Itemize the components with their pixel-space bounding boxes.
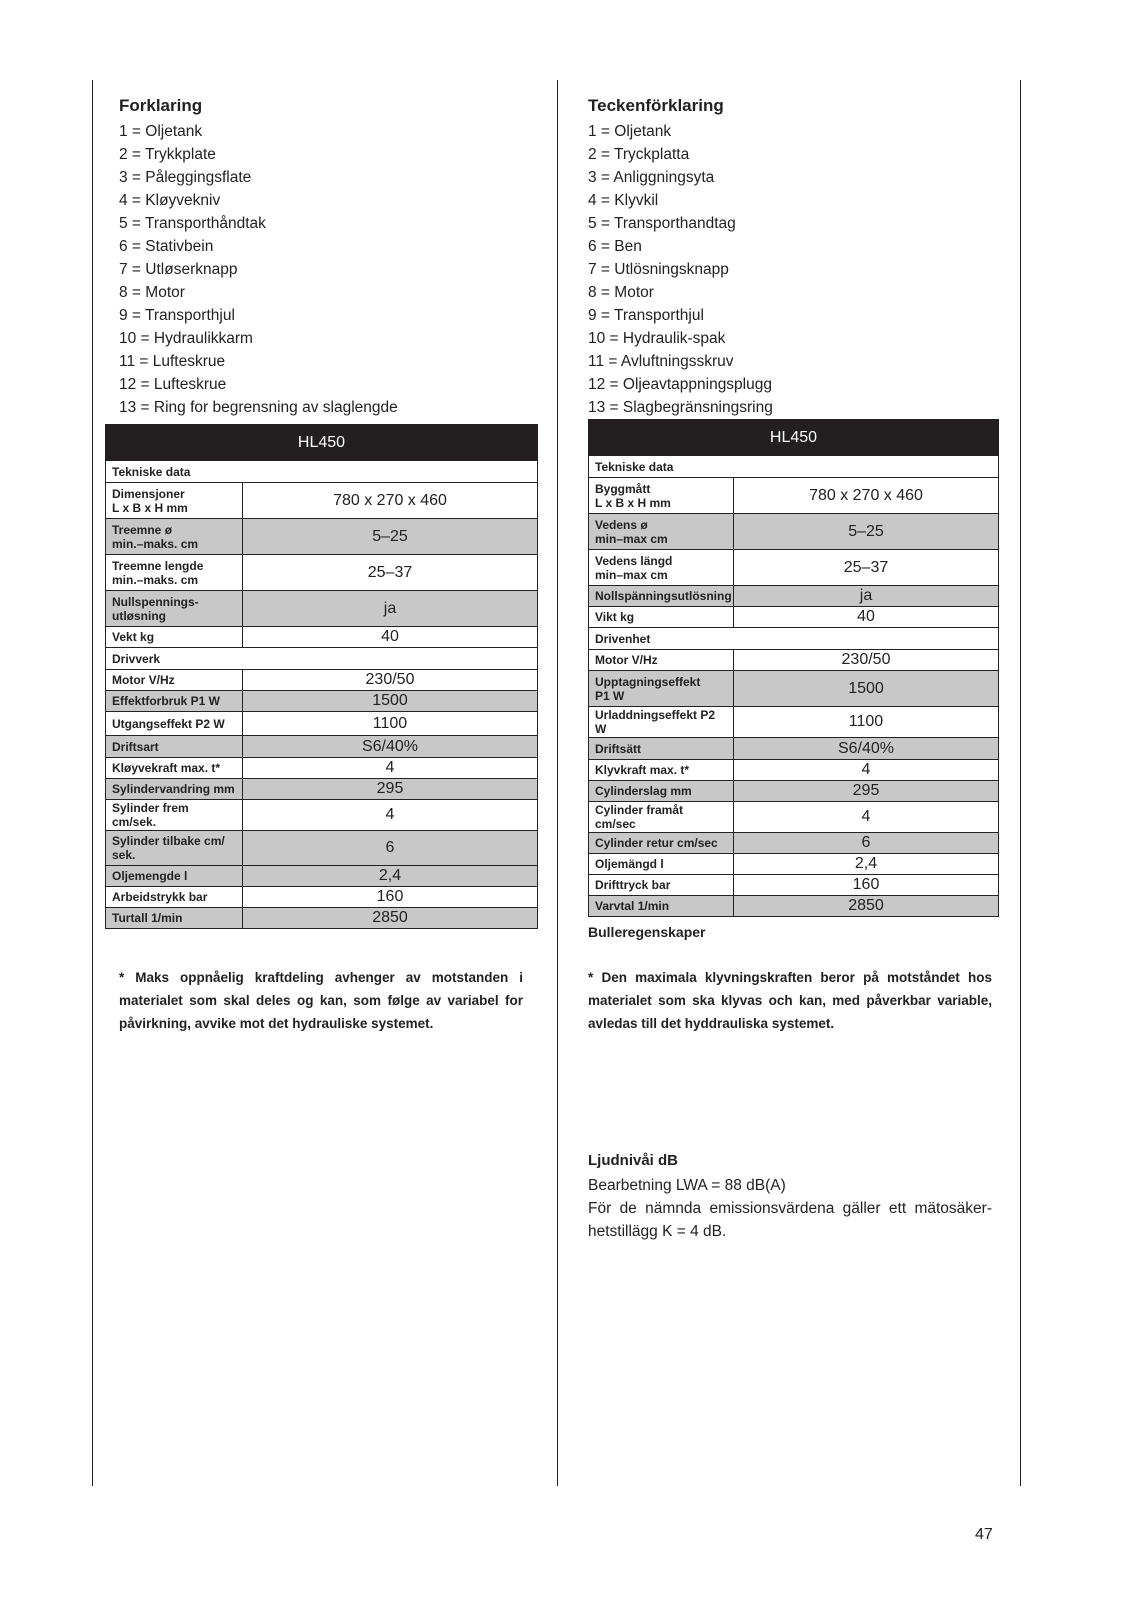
spec-label: Cylinder framåt cm/sec (589, 802, 734, 833)
spec-label: Klyvkraft max. t* (589, 760, 734, 781)
table-section-row (589, 456, 999, 478)
legend-item: 7 = Utløserknapp (119, 261, 238, 278)
table-row (106, 555, 538, 591)
spec-label: Vedens ø min–max cm (589, 514, 734, 550)
table-model-header: HL450 (589, 420, 999, 456)
legend-item: 5 = Transporthandtag (588, 215, 736, 232)
legend-list (588, 120, 994, 419)
legend-item: 6 = Stativbein (119, 238, 214, 255)
spec-value: 4 (243, 800, 538, 831)
spec-label: Arbeidstrykk bar (106, 887, 243, 908)
spec-value: 25–37 (734, 550, 999, 586)
spec-label: Driftsätt (589, 738, 734, 760)
legend-item: 1 = Oljetank (119, 123, 203, 140)
spec-value: 2,4 (243, 866, 538, 887)
spec-value: 1100 (734, 707, 999, 738)
spec-value: 160 (734, 875, 999, 896)
spec-label: Byggmått L x B x H mm (589, 478, 734, 514)
right-column (588, 96, 994, 419)
spec-value: 4 (734, 802, 999, 833)
spec-label: Nollspänningsutlösning (589, 586, 734, 607)
spec-value: 40 (734, 607, 999, 628)
spec-table-body (106, 461, 538, 929)
legend-item: 3 = Anliggningsyta (588, 169, 715, 186)
table-row (589, 854, 999, 875)
table-row (106, 519, 538, 555)
legend-item: 2 = Trykkplate (119, 146, 216, 163)
spec-value: S6/40% (243, 736, 538, 758)
spec-label: Treemne lengde min.–maks. cm (106, 555, 243, 591)
spec-table-body (589, 456, 999, 917)
legend-item: 5 = Transporthåndtak (119, 215, 266, 232)
table-row (106, 758, 538, 779)
spec-value: 230/50 (734, 650, 999, 671)
center-column-rule (557, 80, 558, 1486)
table-section-label: Drivverk (106, 648, 538, 670)
page-number: 47 (975, 1526, 993, 1543)
spec-label: Motor V/Hz (589, 650, 734, 671)
table-row (106, 691, 538, 712)
legend-item: 12 = Lufteskrue (119, 376, 227, 393)
left-margin-rule (92, 80, 93, 1486)
spec-value: 1100 (243, 712, 538, 736)
spec-value: 1500 (243, 691, 538, 712)
spec-value: 1500 (734, 671, 999, 707)
legend-item: 11 = Avluftningsskruv (588, 353, 734, 370)
table-row (106, 887, 538, 908)
table-section-label: Tekniske data (589, 456, 999, 478)
spec-value: 230/50 (243, 670, 538, 691)
legend-item: 9 = Transporthjul (119, 307, 235, 324)
spec-value: 6 (243, 831, 538, 866)
spec-value: 5–25 (734, 514, 999, 550)
legend-item: 3 = Påleggingsflate (119, 169, 252, 186)
spec-value: 2850 (243, 908, 538, 929)
spec-label: Motor V/Hz (106, 670, 243, 691)
table-row (589, 607, 999, 628)
noise-heading: Bulleregenskaper (588, 924, 706, 940)
spec-value: 160 (243, 887, 538, 908)
table-row (589, 586, 999, 607)
table-row (589, 671, 999, 707)
right-margin-rule (1020, 80, 1021, 1486)
table-model-header: HL450 (106, 425, 538, 461)
table-row (589, 760, 999, 781)
table-section-row (106, 461, 538, 483)
legend-item: 4 = Klyvkil (588, 192, 659, 209)
spec-value: S6/40% (734, 738, 999, 760)
table-row (589, 707, 999, 738)
spec-label: Upptagningseffekt P1 W (589, 671, 734, 707)
spec-value: 25–37 (243, 555, 538, 591)
spec-value: 6 (734, 833, 999, 854)
spec-value: 4 (734, 760, 999, 781)
legend-item: 6 = Ben (588, 238, 642, 255)
legend-item: 8 = Motor (588, 284, 654, 301)
spec-label: Effektforbruk P1 W (106, 691, 243, 712)
table-row (106, 483, 538, 519)
spec-label: Vikt kg (589, 607, 734, 628)
legend-item: 4 = Kløyvekniv (119, 192, 221, 209)
spec-label: Sylinder tilbake cm/ sek. (106, 831, 243, 866)
spec-label: Sylinder frem cm/sek. (106, 800, 243, 831)
spec-value: 780 x 270 x 460 (734, 478, 999, 514)
legend-item: 10 = Hydraulik-spak (588, 330, 726, 347)
table-section-label: Drivenhet (589, 628, 999, 650)
table-row (106, 866, 538, 887)
legend-item: 11 = Lufteskrue (119, 353, 226, 370)
table-section-row (589, 628, 999, 650)
spec-value: 4 (243, 758, 538, 779)
table-row (589, 896, 999, 917)
spec-value: ja (243, 591, 538, 627)
table-section-label: Tekniske data (106, 461, 538, 483)
table-row (589, 802, 999, 833)
spec-value: 2,4 (734, 854, 999, 875)
table-row (106, 627, 538, 648)
spec-label: Oljemängd l (589, 854, 734, 875)
spec-value: 5–25 (243, 519, 538, 555)
spec-label: Turtall 1/min (106, 908, 243, 929)
legend-item: 12 = Oljeavtappningsplugg (588, 376, 772, 393)
legend-item: 9 = Transporthjul (588, 307, 704, 324)
spec-label: Dimensjoner L x B x H mm (106, 483, 243, 519)
spec-label: Vedens längd min–max cm (589, 550, 734, 586)
legend-list (119, 120, 525, 419)
legend-item: 8 = Motor (119, 284, 185, 301)
spec-label: Cylinderslag mm (589, 781, 734, 802)
legend-heading: Forklaring (119, 96, 203, 115)
table-row (106, 670, 538, 691)
legend-item: 1 = Oljetank (588, 123, 672, 140)
table-row (589, 478, 999, 514)
spec-value: 780 x 270 x 460 (243, 483, 538, 519)
spec-label: Kløyvekraft max. t* (106, 758, 243, 779)
table-row (106, 908, 538, 929)
table-section-row (106, 648, 538, 670)
spec-label: Drifttryck bar (589, 875, 734, 896)
spec-label: Driftsart (106, 736, 243, 758)
spec-value: 2850 (734, 896, 999, 917)
legend-item: 13 = Slagbegränsningsring (588, 399, 773, 416)
table-row (589, 650, 999, 671)
table-row (589, 550, 999, 586)
spec-value: 40 (243, 627, 538, 648)
spec-value: 295 (243, 779, 538, 800)
spec-label: Vekt kg (106, 627, 243, 648)
table-row (589, 738, 999, 760)
spec-table-right (588, 419, 999, 917)
spec-label: Sylindervandring mm (106, 779, 243, 800)
spec-value: ja (734, 586, 999, 607)
spec-label: Oljemengde l (106, 866, 243, 887)
footnote-right: * Den maximala klyvningskraften beror på motståndet hos materialet som ska klyvas och kan, med påverkbar variable, avledas till det hyddrauliska systemet. (588, 970, 992, 1031)
legend-item: 2 = Tryckplatta (588, 146, 690, 163)
spec-value: 295 (734, 781, 999, 802)
spec-table-left (105, 424, 538, 929)
table-row (589, 781, 999, 802)
footnote-left: * Maks oppnåelig kraftdeling avhenger av motstanden i materialet som skal deles og kan, som følge av variabel for påvirkning, avvike mot det hydrauliske systemet. (119, 970, 523, 1031)
legend-heading: Teckenförklaring (588, 96, 724, 115)
spec-label: Cylinder retur cm/sec (589, 833, 734, 854)
spec-label: Varvtal 1/min (589, 896, 734, 917)
spec-label: Utgangseffekt P2 W (106, 712, 243, 736)
table-row (589, 875, 999, 896)
table-row (589, 514, 999, 550)
legend-item: 10 = Hydraulikkarm (119, 330, 253, 347)
legend-item: 7 = Utlösningsknapp (588, 261, 729, 278)
spec-label: Urladdningseffekt P2 W (589, 707, 734, 738)
table-row (106, 591, 538, 627)
left-column (119, 96, 525, 419)
table-row (106, 800, 538, 831)
legend-item: 13 = Ring for begrensning av slaglengde (119, 399, 398, 416)
spec-label: Nullspennings- utløsning (106, 591, 243, 627)
table-row (106, 712, 538, 736)
table-row (106, 831, 538, 866)
table-row (589, 833, 999, 854)
table-row (106, 779, 538, 800)
sound-level-heading: Ljudnivåi dB (588, 1152, 678, 1169)
sound-level-line: Bearbetning LWA = 88 dB(A) (588, 1177, 786, 1194)
table-row (106, 736, 538, 758)
spec-label: Treemne ø min.–maks. cm (106, 519, 243, 555)
sound-level-uncertainty: För de nämnda emissionsvärdena gäller ett mätosäkerhetstillägg K = 4 dB. (588, 1200, 992, 1240)
